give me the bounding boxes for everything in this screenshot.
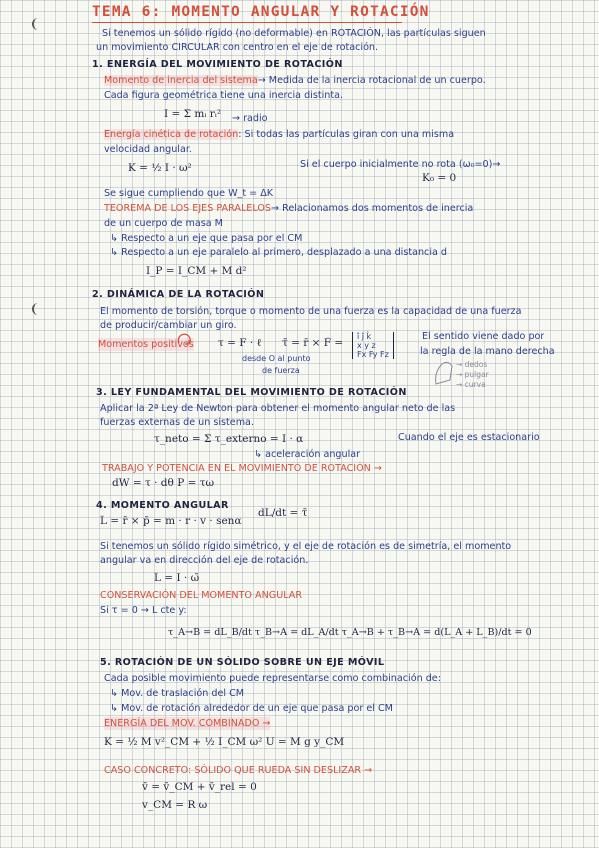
formula-k0: K₀ = 0 bbox=[422, 172, 457, 184]
section-heading-1: 1. ENERGÍA DEL MOVIMIENTO DE ROTACIÓN bbox=[92, 59, 343, 70]
formula-combined-energy: K = ½ M v²_CM + ½ I_CM ω² U = M g y_CM bbox=[104, 736, 345, 748]
list-item: ↳ Respecto a un eje paralelo al primero, desplazado a una distancia d bbox=[110, 247, 448, 258]
term-rolling-without-slipping: CASO CONCRETO: SÓLIDO QUE RUEDA SIN DESLIZAR → bbox=[104, 765, 373, 776]
text-line: El momento de torsión, torque o momento de una fuerza es la capacidad de una fuerza bbox=[100, 306, 522, 317]
annotation-text: desde O al punto bbox=[242, 354, 311, 363]
annotation-text: → pulgar bbox=[456, 370, 489, 379]
section-heading-2: 2. DINÁMICA DE LA ROTACIÓN bbox=[92, 289, 265, 300]
text-line: Cada figura geométrica tiene una inercia distinta. bbox=[104, 90, 344, 101]
right-hand-rule-sketch bbox=[432, 358, 456, 388]
formula-note: → radio bbox=[232, 113, 268, 124]
definition-text: → Medida de la inercia rotacional de un cuerpo. bbox=[257, 75, 486, 86]
term-parallel-axis-theorem: TEOREMA DE LOS EJES PARALELOS bbox=[104, 203, 271, 214]
formula-parallel-axis: I_P = I_CM + M d² bbox=[146, 265, 247, 277]
term-moment-of-inertia: Momento de inercia del sistema bbox=[104, 75, 258, 86]
formula-inertia: I = Σ mᵢ rᵢ² bbox=[164, 108, 222, 120]
section-heading-5: 5. ROTACIÓN DE UN SÓLIDO SOBRE UN EJE MÓVIL bbox=[100, 657, 385, 668]
text-line: Si tenemos un sólido rígido simétrico, y el eje de rotación es de simetría, el momento bbox=[100, 541, 512, 552]
text-line: fuerzas externas de un sistema. bbox=[100, 417, 254, 428]
text-line: de producir/cambiar un giro. bbox=[100, 320, 237, 331]
text-line: El sentido viene dado por bbox=[422, 331, 545, 342]
term-conservation: CONSERVACIÓN DEL MOMENTO ANGULAR bbox=[100, 590, 303, 601]
term-work-power: TRABAJO Y POTENCIA EN EL MOVIMIENTO DE ROTACIÓN → bbox=[102, 463, 382, 474]
matrix-row: x y z bbox=[357, 341, 376, 350]
text-line: de un cuerpo de masa M bbox=[104, 218, 223, 229]
matrix-row: î ĵ k̂ bbox=[357, 332, 372, 341]
formula-rotation-law: τ_neto = Σ τ_externo = I · α bbox=[154, 433, 304, 445]
text-line: Cuando el eje es estacionario bbox=[398, 432, 540, 443]
text-line: Si el cuerpo inicialmente no rota (ω₀=0)→ bbox=[300, 159, 501, 170]
intro-line-2: un movimiento CIRCULAR con centro en el eje de rotación. bbox=[96, 42, 379, 53]
text-line: Se sigue cumpliendo que W_t = ΔK bbox=[104, 188, 274, 199]
matrix-row: Fx Fy Fz bbox=[357, 350, 389, 359]
rotation-arrow-icon bbox=[176, 331, 194, 349]
title-underline bbox=[92, 22, 402, 23]
list-item: ↳ Respecto a un eje que pasa por el CM bbox=[110, 233, 303, 244]
text-line: angular va en dirección del eje de rotación. bbox=[100, 555, 309, 566]
intro-line-1: Si tenemos un sólido rígido (no deformable) en ROTACIÓN, las partículas siguen bbox=[102, 28, 486, 39]
binder-hole-mark bbox=[32, 18, 44, 30]
text-line: velocidad angular. bbox=[104, 144, 192, 155]
text-line: Aplicar la 2ª Ley de Newton para obtener el momento angular neto de las bbox=[100, 403, 456, 414]
page-title: TEMA 6: MOMENTO ANGULAR Y ROTACIÓN bbox=[92, 4, 430, 20]
term-combined-energy: ENERGÍA DEL MOV. COMBINADO → bbox=[104, 718, 271, 729]
formula-kinetic-energy: K = ½ I · ω² bbox=[128, 162, 192, 174]
annotation-text: → curva bbox=[456, 380, 486, 389]
annotation-text: ↳ aceleración angular bbox=[254, 449, 361, 460]
formula-dL-dt: dL/dt = τ̄ bbox=[258, 507, 308, 519]
term-rotational-kinetic-energy: Energía cinética de rotación bbox=[104, 129, 239, 140]
formula-rolling-1: v̄ = v̄_CM + v̄_rel = 0 bbox=[142, 781, 257, 793]
definition-text: : Si todas las partículas giran con una misma bbox=[238, 129, 455, 140]
determinant-matrix bbox=[352, 332, 394, 359]
annotation-text: de fuerza bbox=[262, 366, 300, 375]
list-item: ↳ Mov. de traslación del CM bbox=[110, 688, 245, 699]
list-item: ↳ Mov. de rotación alrededor de un eje que pasa por el CM bbox=[110, 703, 393, 714]
formula-work-power: dW = τ · dθ P = τω bbox=[112, 477, 215, 489]
text-line: la regla de la mano derecha bbox=[420, 346, 555, 357]
formula-angular-momentum: L̄ = r̄ × p̄ = m · r · v · senα bbox=[100, 515, 242, 527]
formula-torque-vector: τ̄ = r̄ × F̄ = bbox=[282, 337, 344, 349]
text-line: Cada posible movimiento puede representarse como combinación de: bbox=[104, 673, 441, 684]
formula-torque: τ = F · ℓ bbox=[218, 337, 262, 349]
term-positive-moments: Momentos positivos bbox=[98, 339, 194, 350]
binder-hole-mark bbox=[32, 303, 44, 315]
formula-L-I-omega: L̄ = I · ω̄ bbox=[154, 572, 200, 584]
annotation-text: → dedos bbox=[456, 360, 488, 369]
definition-text: → Relacionamos dos momentos de inercia bbox=[271, 203, 474, 214]
section-heading-4: 4. MOMENTO ANGULAR bbox=[96, 500, 229, 511]
formula-rolling-2: v_CM = R ω bbox=[142, 799, 208, 811]
section-heading-3: 3. LEY FUNDAMENTAL DEL MOVIMIENTO DE ROTACIÓN bbox=[96, 387, 407, 398]
formula-conservation: τ_A→B = dL_B/dt τ_B→A = dL_A/dt τ_A→B + τ_B→A = d(L_A + L_B)/dt = 0 bbox=[168, 627, 532, 638]
text-line: Si τ = 0 → L cte y: bbox=[100, 605, 187, 616]
